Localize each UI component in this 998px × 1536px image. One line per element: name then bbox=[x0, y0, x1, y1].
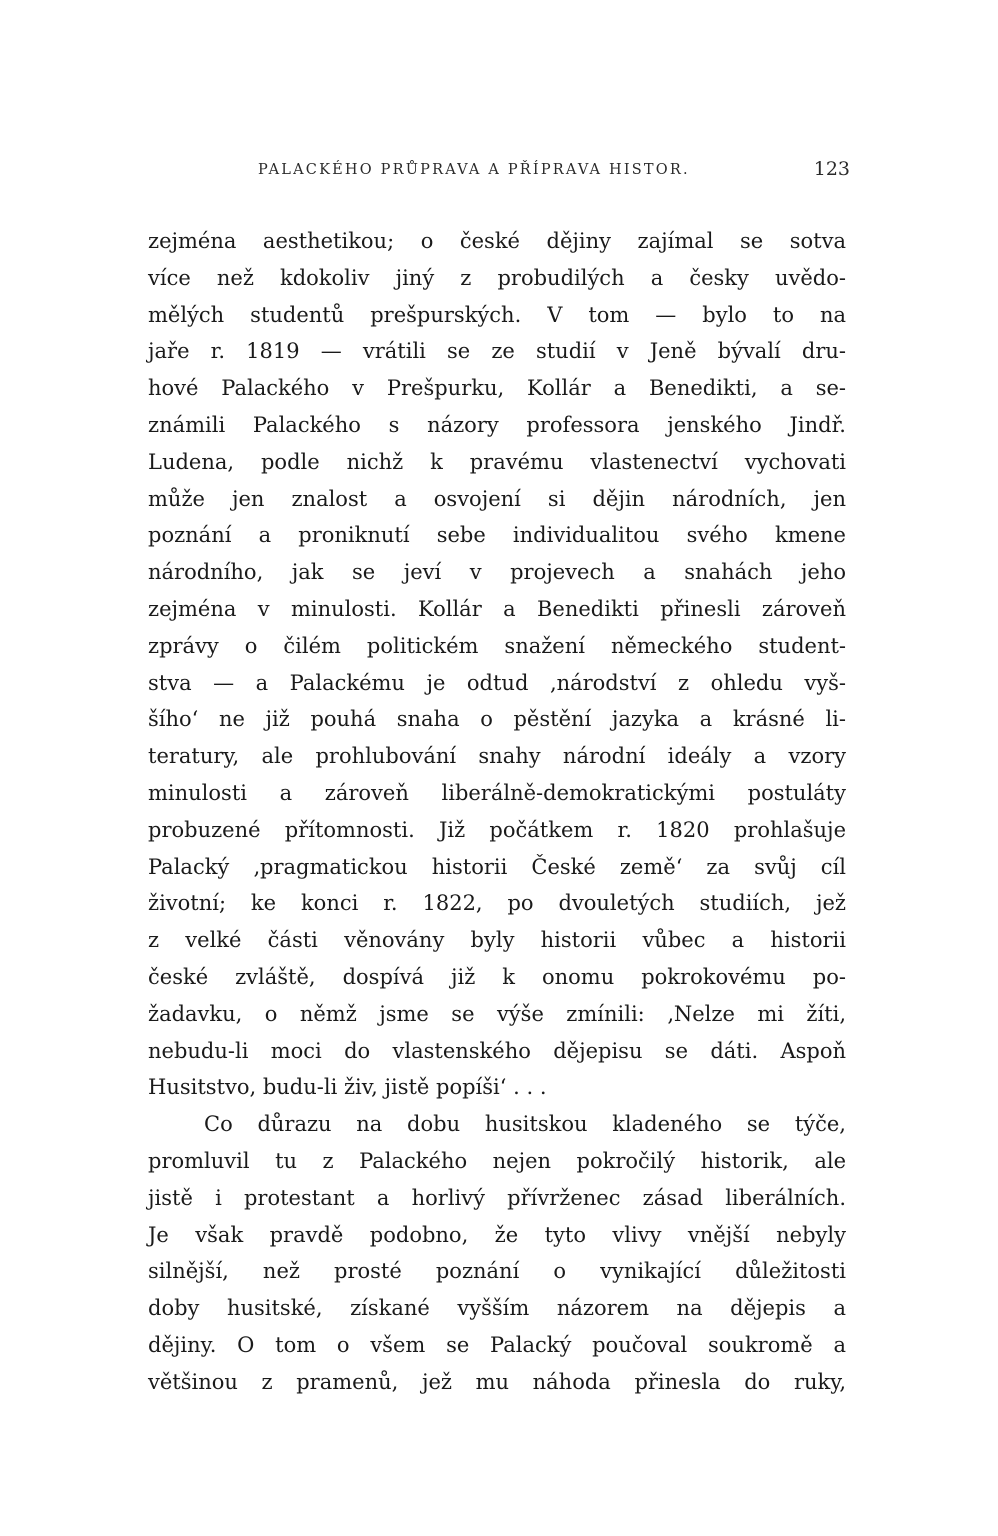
body-text bbox=[148, 223, 846, 1401]
running-title: PALACKÉHO PRŮPRAVA A PŘÍPRAVA HISTOR. bbox=[258, 162, 690, 178]
text-line: žadavku, o němž jsme se výše zmínili: ‚Nelze mi žíti, bbox=[148, 1001, 846, 1026]
text-line: české zvláště, dospívá již k onomu pokrokovému po- bbox=[148, 964, 846, 989]
text-line: promluvil tu z Palackého nejen pokročilý historik, ale bbox=[148, 1148, 846, 1173]
text-line: Co důrazu na dobu husitskou kladeného se týče, bbox=[204, 1112, 846, 1137]
text-line: stva — a Palackému je odtud ‚národství z ohledu vyš- bbox=[148, 670, 846, 695]
text-line: Husitstvo, budu-li živ, jistě popíši‘ . . . bbox=[148, 1075, 547, 1100]
text-line: dějiny. O tom o všem se Palacký poučoval soukromě a bbox=[148, 1332, 846, 1357]
paragraph-1 bbox=[148, 223, 846, 1106]
text-line: více než kdokoliv jiný z probudilých a česky uvědo- bbox=[148, 265, 846, 290]
text-line: probuzené přítomnosti. Již počátkem r. 1820 prohlašuje bbox=[148, 817, 846, 842]
text-line: jistě i protestant a horlivý přívrženec zásad liberálních. bbox=[148, 1185, 846, 1210]
text-line: šího‘ ne již pouhá snaha o pěstění jazyka a krásné li- bbox=[148, 707, 846, 732]
page-number: 123 bbox=[813, 158, 850, 180]
text-line: zejména aesthetikou; o české dějiny zajímal se sotva bbox=[148, 229, 846, 253]
text-line: zprávy o čilém politickém snažení německého student- bbox=[148, 633, 846, 658]
text-line: národního, jak se jeví v projevech a snahách jeho bbox=[148, 560, 846, 585]
text-line: zejména v minulosti. Kollár a Benedikti přinesli zároveň bbox=[148, 596, 846, 621]
paragraph-2 bbox=[148, 1106, 846, 1400]
text-line: nebudu-li moci do vlastenského dějepisu se dáti. Aspoň bbox=[148, 1038, 846, 1063]
text-line: teratury, ale prohlubování snahy národní ideály a vzory bbox=[148, 744, 846, 769]
text-line: Je však pravdě podobno, že tyto vlivy vnější nebyly bbox=[148, 1222, 846, 1247]
text-line: z velké části věnovány byly historii vůbec a historii bbox=[148, 928, 846, 953]
text-line: mělých studentů prešpurských. V tom — bylo to na bbox=[148, 302, 846, 327]
text-line: minulosti a zároveň liberálně-demokratickými postuláty bbox=[148, 780, 846, 805]
text-line: známili Palackého s názory professora jenského Jindř. bbox=[148, 412, 846, 437]
text-line: hové Palackého v Prešpurku, Kollár a Benedikti, a se- bbox=[148, 376, 846, 401]
text-line: poznání a proniknutí sebe individualitou svého kmene bbox=[148, 523, 846, 548]
text-line: doby husitské, získané vyšším názorem na dějepis a bbox=[148, 1296, 846, 1321]
text-line: Ludena, podle nichž k pravému vlastenectví vychovati bbox=[148, 449, 846, 474]
text-line: většinou z pramenů, jež mu náhoda přinesla do ruky, bbox=[148, 1369, 846, 1394]
running-head bbox=[148, 158, 850, 186]
text-line: může jen znalost a osvojení si dějin národních, jen bbox=[148, 486, 846, 511]
text-line: jaře r. 1819 — vrátili se ze studií v Jeně bývalí dru- bbox=[148, 339, 846, 364]
text-line: Palacký ‚pragmatickou historii České země‘ za svůj cíl bbox=[148, 854, 846, 879]
text-line: silnější, než prosté poznání o vynikající důležitosti bbox=[148, 1259, 846, 1284]
text-line: životní; ke konci r. 1822, po dvouletých studiích, jež bbox=[148, 891, 846, 916]
